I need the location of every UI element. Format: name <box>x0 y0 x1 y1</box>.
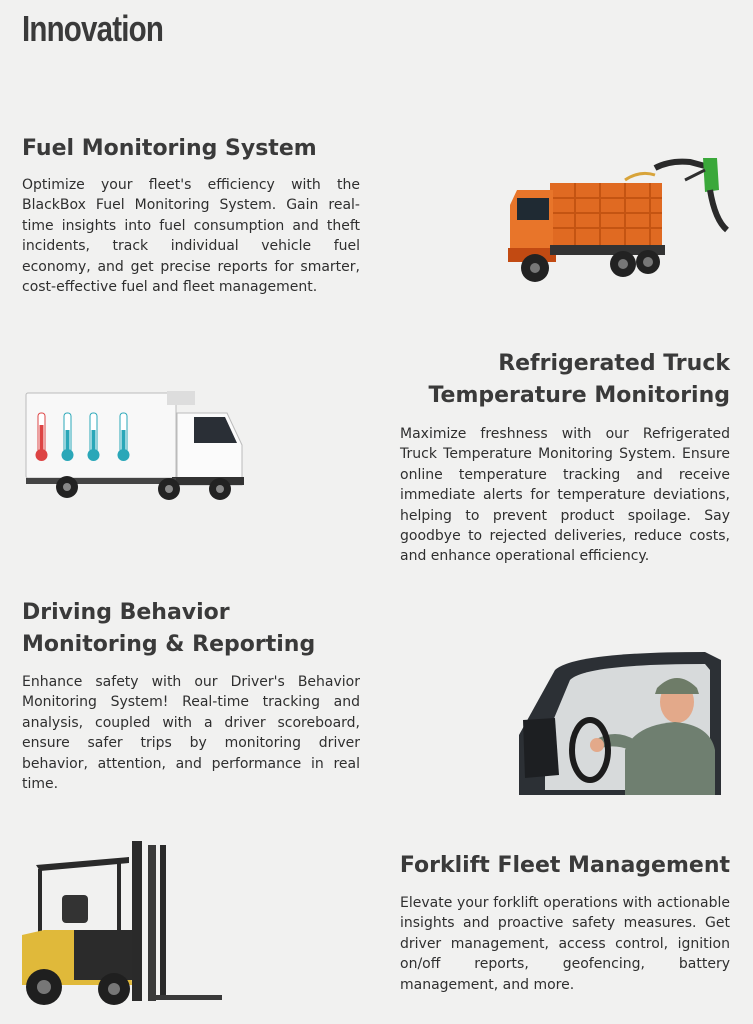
refrigerated-heading-line2: Temperature Monitoring <box>428 383 730 408</box>
driving-behavior-heading-line1: Driving Behavior <box>22 600 230 625</box>
driving-behavior-text: Enhance safety with our Driver's Behavior Monitoring System! Real-time tracking and analysis, coupled with a driver scoreboard, ensure safer trips by monitoring driver behavior, attention, and performance in real time. <box>22 674 360 793</box>
refrigerated-heading-line1: Refrigerated Truck <box>498 351 730 376</box>
driver-in-cab-image <box>515 650 727 802</box>
refrigerated-truck-image <box>22 385 247 505</box>
fuel-monitoring-heading: Fuel Monitoring System <box>22 136 317 161</box>
page-title: Innovation <box>22 8 164 49</box>
orange-truck-fuel-image <box>505 150 735 295</box>
refrigerated-text: Maximize freshness with our Refrigerated Truck Temperature Monitoring System. Ensure online temperature tracking and receive immediate alerts for temperature deviations, helping to prevent product spoilage. Say goodbye to rejected deliveries, reduce costs, and enhance operational efficiency. <box>400 426 730 565</box>
forklift-image <box>14 835 226 1010</box>
fuel-monitoring-text: Optimize your fleet's efficiency with the BlackBox Fuel Monitoring System. Gain real-time insights into fuel consumption and theft incidents, track individual vehicle fuel economy, and get precise reports for smarter, cost-effective fuel and fleet management. <box>22 177 360 296</box>
forklift-text: Elevate your forklift operations with actionable insights and proactive safety measures. Get driver management, access control, ignition on/off reports, geofencing, battery management, and more. <box>400 895 730 993</box>
driving-behavior-heading-line2: Monitoring & Reporting <box>22 632 316 657</box>
forklift-heading: Forklift Fleet Management <box>399 853 730 878</box>
